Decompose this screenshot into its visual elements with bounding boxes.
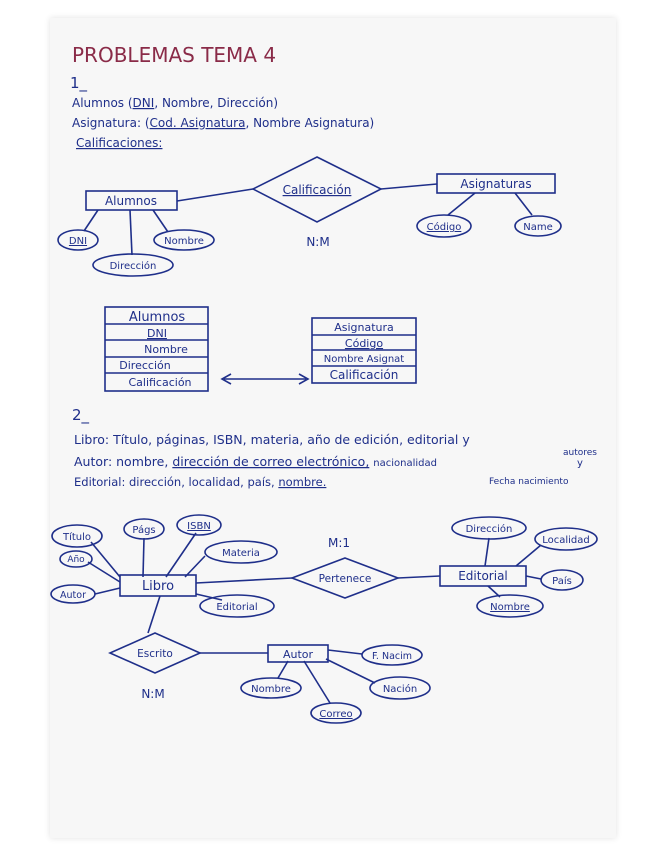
line-autor-correo bbox=[304, 661, 330, 703]
table-asignatura-codigo: Código bbox=[344, 337, 384, 350]
attr-isbn-label: ISBN bbox=[187, 521, 211, 532]
attr-localidad-label: Localidad bbox=[542, 535, 590, 546]
relation-escrito-label: Escrito bbox=[137, 648, 173, 660]
relation-pertenece-label: Pertenece bbox=[318, 573, 372, 585]
problem-2-number: 2_ bbox=[72, 406, 90, 424]
relation-calificacion-label: Calificación bbox=[282, 183, 352, 197]
p2-line-libro: Libro: Título, páginas, ISBN, materia, año de edición, editorial y bbox=[74, 432, 470, 447]
attr-direccion-label: Dirección bbox=[109, 261, 157, 272]
attr-nombre-editorial-label: Nombre bbox=[490, 602, 530, 613]
attr-nombre-autor-label: Nombre bbox=[251, 684, 291, 695]
line-autor-fnacim bbox=[328, 650, 362, 654]
attr-dni-label: DNI bbox=[68, 236, 88, 247]
attr-correo-label: Correo bbox=[319, 709, 353, 720]
attr-nacion-label: Nación bbox=[382, 684, 418, 695]
attr-codigo-label: Código bbox=[426, 222, 462, 233]
entity-editorial-label: Editorial bbox=[458, 569, 508, 583]
line-autor-nacion bbox=[326, 659, 375, 683]
line-alumnos-calificacion bbox=[177, 189, 253, 201]
attr-fnacim-label: F. Nacim bbox=[371, 651, 413, 662]
table-asignatura-nombre: Nombre Asignat bbox=[323, 354, 405, 365]
attr-name-label: Name bbox=[523, 222, 553, 233]
table-asignatura-calificacion: Calificación bbox=[329, 368, 399, 382]
line-libro-materia bbox=[185, 556, 205, 577]
line-libro-escrito bbox=[148, 596, 160, 633]
attr-pais-label: País bbox=[552, 576, 572, 587]
attr-editorial-libro-label: Editorial bbox=[216, 602, 258, 613]
attr-ano-label: Año bbox=[67, 555, 85, 565]
table-alumnos-direccion: Dirección bbox=[119, 359, 171, 372]
problem-1-number: 1_ bbox=[70, 74, 88, 92]
p1-line-asignatura: Asignatura: (Cod. Asignatura, Nombre Asignatura) bbox=[72, 116, 375, 130]
p2-note-y: y bbox=[577, 458, 583, 469]
attr-autor-label: Autor bbox=[60, 590, 86, 601]
p2-note-autores: autores bbox=[563, 448, 597, 458]
entity-autor-label: Autor bbox=[282, 648, 314, 661]
line-libro-titulo bbox=[91, 542, 120, 577]
table-alumnos-dni: DNI bbox=[147, 327, 167, 340]
line-alumnos-dni bbox=[84, 210, 98, 231]
line-asignaturas-codigo bbox=[448, 193, 475, 215]
cardinality-nm-2: N:M bbox=[141, 687, 165, 701]
line-editorial-direccion bbox=[485, 538, 489, 566]
line-pertenece-editorial bbox=[398, 576, 440, 578]
entity-asignaturas-label: Asignaturas bbox=[460, 177, 532, 191]
attr-direccion-editorial-label: Dirección bbox=[465, 524, 513, 535]
attr-titulo-label: Título bbox=[62, 532, 92, 543]
arrow-calificacion-link bbox=[222, 374, 308, 384]
line-libro-pertenece bbox=[196, 578, 292, 583]
line-alumnos-direccion bbox=[130, 210, 132, 255]
p1-line-alumnos: Alumnos (DNI, Nombre, Dirección) bbox=[72, 96, 279, 110]
cardinality-m1: M:1 bbox=[327, 536, 351, 550]
p1-line-calificaciones: Calificaciones: bbox=[76, 136, 163, 150]
table-alumnos-header: Alumnos bbox=[128, 310, 186, 325]
page-title: PROBLEMAS TEMA 4 bbox=[72, 43, 277, 67]
table-alumnos-calificacion: Calificación bbox=[128, 376, 192, 389]
line-alumnos-nombre bbox=[153, 210, 168, 232]
line-libro-pags bbox=[143, 538, 144, 577]
attr-pags-label: Págs bbox=[132, 525, 156, 536]
p2-line-autor: Autor: nombre, dirección de correo electrónico, nacionalidad bbox=[74, 454, 437, 469]
line-calificacion-asignaturas bbox=[381, 184, 437, 189]
attr-materia-label: Materia bbox=[222, 548, 260, 559]
entity-libro-label: Libro bbox=[141, 579, 175, 594]
line-editorial-localidad bbox=[516, 545, 541, 566]
p2-note-fecha: Fecha nacimiento bbox=[489, 477, 569, 487]
cardinality-nm-1: N:M bbox=[306, 235, 330, 249]
line-autor-nombre bbox=[278, 661, 288, 678]
attr-nombre-label: Nombre bbox=[164, 236, 204, 247]
line-asignaturas-name bbox=[515, 193, 532, 215]
line-editorial-pais bbox=[526, 576, 541, 579]
p2-line-editorial: Editorial: dirección, localidad, país, nombre. bbox=[74, 475, 327, 489]
table-alumnos-nombre: Nombre bbox=[144, 343, 188, 356]
line-libro-autor bbox=[95, 588, 120, 594]
table-asignatura-header: Asignatura bbox=[334, 321, 394, 334]
entity-alumnos-label: Alumnos bbox=[104, 194, 158, 208]
